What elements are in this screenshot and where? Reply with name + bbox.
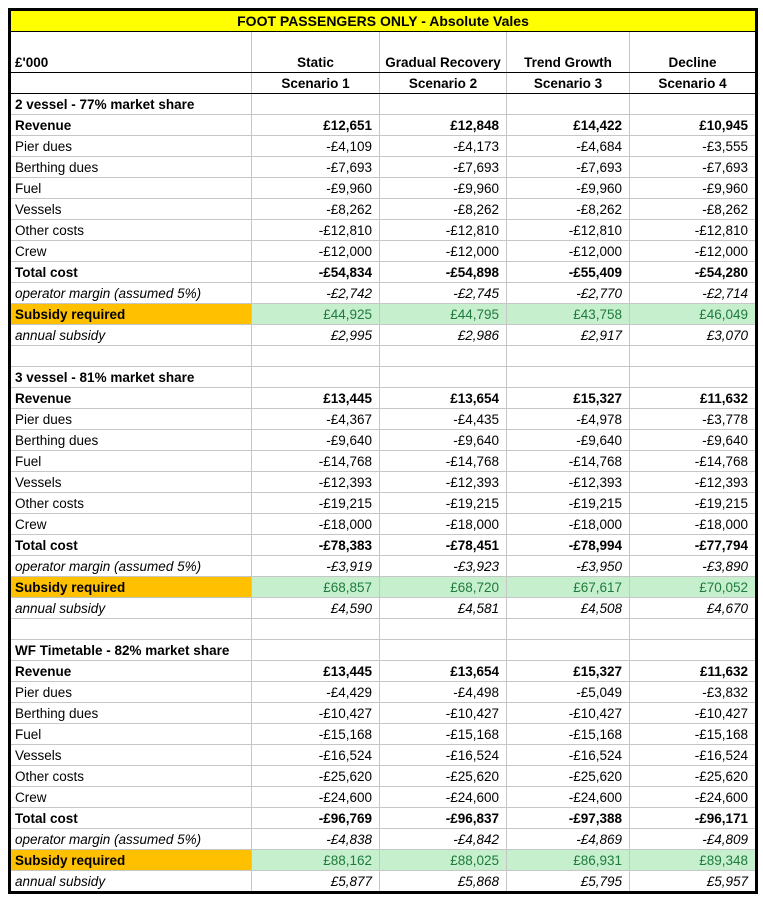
row-subsidy-required (11, 304, 755, 325)
value-cell-scenario-3[interactable]: -£24,600 (507, 787, 630, 807)
value-cell-scenario-4[interactable]: £11,632 (699, 390, 748, 406)
value-cell-scenario-1[interactable]: -£12,000 (252, 241, 380, 261)
value-cell-scenario-3[interactable]: -£3,950 (507, 556, 630, 576)
value-cell-scenario-1[interactable]: -£54,834 (252, 262, 380, 282)
value-cell-scenario-3[interactable]: -£16,524 (507, 745, 630, 765)
value-cell-scenario-4[interactable]: -£3,890 (702, 558, 748, 574)
row-berthing-dues (11, 157, 755, 178)
row-annual-subsidy (11, 325, 755, 346)
row-label[interactable]: Pier dues (11, 682, 252, 702)
row-other-costs (11, 493, 755, 514)
row-label[interactable]: Berthing dues (11, 430, 252, 450)
spacer-row (11, 619, 755, 640)
value-cell-scenario-4[interactable]: -£8,262 (702, 201, 748, 217)
value-cell-scenario-4[interactable]: -£54,280 (694, 264, 748, 280)
value-cell-scenario-1[interactable]: £4,590 (252, 598, 380, 618)
value-cell-scenario-1[interactable]: -£4,838 (252, 829, 380, 849)
row-label[interactable]: Crew (11, 514, 252, 534)
value-cell-scenario-4[interactable] (630, 346, 755, 366)
value-cell-scenario-3[interactable]: £15,327 (507, 388, 630, 408)
value-cell-scenario-2[interactable]: -£3,923 (380, 556, 507, 576)
value-cell-scenario-2[interactable]: -£24,600 (380, 787, 507, 807)
value-cell-scenario-3[interactable]: -£5,049 (507, 682, 630, 702)
row-label[interactable]: operator margin (assumed 5%) (11, 283, 252, 303)
value-cell-scenario-2[interactable]: -£4,498 (380, 682, 507, 702)
row-label[interactable]: Crew (11, 241, 252, 261)
value-cell-scenario-2[interactable] (380, 346, 507, 366)
value-cell-scenario-3[interactable]: £86,931 (507, 850, 630, 870)
section-header-3-vessel-81-market-share (11, 367, 755, 388)
value-cell-scenario-2[interactable]: -£4,173 (380, 136, 507, 156)
row-total-cost (11, 535, 755, 556)
value-cell-scenario-1[interactable]: -£12,810 (252, 220, 380, 240)
value-cell-scenario-2[interactable]: £13,654 (380, 661, 507, 681)
value-cell-scenario-1[interactable]: £12,651 (252, 115, 380, 135)
value-cell-scenario-1[interactable]: -£96,769 (252, 808, 380, 828)
row-annual-subsidy (11, 871, 755, 891)
value-cell-scenario-4[interactable]: £5,957 (706, 873, 748, 889)
row-label[interactable]: Other costs (11, 766, 252, 786)
row-label[interactable]: annual subsidy (11, 598, 252, 618)
unit-label-cell[interactable]: £'000 (11, 32, 252, 72)
row-label[interactable]: operator margin (assumed 5%) (11, 556, 252, 576)
row-vessels (11, 745, 755, 766)
value-cell-scenario-2[interactable]: -£12,810 (380, 220, 507, 240)
value-cell-scenario-1[interactable]: -£9,640 (252, 430, 380, 450)
row-label[interactable]: operator margin (assumed 5%) (11, 829, 252, 849)
value-cell-scenario-4[interactable]: £3,070 (706, 327, 748, 343)
value-cell-scenario-4[interactable]: -£3,832 (702, 684, 748, 700)
value-cell-scenario-4[interactable]: £11,632 (699, 663, 748, 679)
row-label[interactable]: annual subsidy (11, 325, 252, 345)
value-cell-scenario-3[interactable]: -£12,810 (507, 220, 630, 240)
row-fuel (11, 724, 755, 745)
value-cell-scenario-4[interactable]: -£3,555 (702, 138, 748, 154)
value-cell-scenario-4[interactable] (630, 640, 755, 660)
value-cell-scenario-2[interactable]: -£10,427 (380, 703, 507, 723)
row-subsidy-required (11, 577, 755, 598)
value-cell-scenario-3[interactable]: -£7,693 (507, 157, 630, 177)
value-cell-scenario-2[interactable]: -£12,000 (380, 241, 507, 261)
value-cell-scenario-1[interactable]: -£7,693 (252, 157, 380, 177)
value-cell-scenario-3[interactable]: -£8,262 (507, 199, 630, 219)
row-label[interactable]: Fuel (11, 451, 252, 471)
row-pier-dues (11, 136, 755, 157)
value-cell-scenario-4[interactable] (630, 94, 755, 114)
row-label[interactable]: 2 vessel - 77% market share (11, 94, 252, 114)
row-label[interactable]: Revenue (11, 661, 252, 681)
value-cell-scenario-2[interactable]: -£16,524 (380, 745, 507, 765)
value-cell-scenario-3[interactable] (507, 367, 630, 387)
value-cell-scenario-4[interactable]: -£25,620 (694, 768, 748, 784)
value-cell-scenario-4[interactable]: £10,945 (699, 117, 748, 133)
column-header-row (11, 32, 755, 73)
value-cell-scenario-3[interactable]: £14,422 (507, 115, 630, 135)
row-revenue (11, 388, 755, 409)
scenario-number-cell-4[interactable]: Scenario 4 (658, 75, 727, 91)
value-cell-scenario-3[interactable]: -£4,978 (507, 409, 630, 429)
value-cell-scenario-2[interactable]: £2,986 (380, 325, 507, 345)
value-cell-scenario-4[interactable]: -£15,168 (694, 726, 748, 742)
value-cell-scenario-4[interactable]: -£10,427 (694, 705, 748, 721)
row-label[interactable]: Total cost (11, 808, 252, 828)
row-label[interactable]: Vessels (11, 199, 252, 219)
row-label[interactable]: WF Timetable - 82% market share (11, 640, 252, 660)
row-label[interactable]: annual subsidy (11, 871, 252, 891)
table-body (11, 94, 755, 891)
row-label[interactable]: 3 vessel - 81% market share (11, 367, 252, 387)
value-cell-scenario-4[interactable]: -£12,393 (694, 474, 748, 490)
value-cell-scenario-2[interactable]: £12,848 (380, 115, 507, 135)
value-cell-scenario-4[interactable]: -£9,640 (702, 432, 748, 448)
value-cell-scenario-2[interactable]: -£7,693 (380, 157, 507, 177)
value-cell-scenario-1[interactable]: £13,445 (252, 661, 380, 681)
row-label[interactable]: Pier dues (11, 409, 252, 429)
value-cell-scenario-4[interactable]: -£2,714 (702, 285, 748, 301)
value-cell-scenario-4[interactable]: -£12,000 (694, 243, 748, 259)
value-cell-scenario-2[interactable]: £88,025 (380, 850, 507, 870)
value-cell-scenario-3[interactable]: £43,758 (507, 304, 630, 324)
value-cell-scenario-2[interactable]: -£9,640 (380, 430, 507, 450)
row-label[interactable]: Other costs (11, 220, 252, 240)
value-cell-scenario-2[interactable] (380, 367, 507, 387)
value-cell-scenario-4[interactable]: -£16,524 (694, 747, 748, 763)
value-cell-scenario-1[interactable]: £88,162 (252, 850, 380, 870)
value-cell-scenario-1[interactable]: -£4,429 (252, 682, 380, 702)
value-cell-scenario-2[interactable]: £68,720 (380, 577, 507, 597)
scenario-number-cell-3[interactable]: Scenario 3 (507, 73, 630, 93)
row-label[interactable]: Fuel (11, 178, 252, 198)
row-label[interactable]: Crew (11, 787, 252, 807)
section-header-2-vessel-77-market-share (11, 94, 755, 115)
column-header-static[interactable]: Static (252, 32, 380, 72)
row-label[interactable]: Berthing dues (11, 157, 252, 177)
value-cell-scenario-4[interactable]: £46,049 (630, 304, 755, 324)
value-cell-scenario-2[interactable]: -£9,960 (380, 178, 507, 198)
value-cell-scenario-1[interactable]: -£3,919 (252, 556, 380, 576)
value-cell-scenario-3[interactable]: -£25,620 (507, 766, 630, 786)
row-crew (11, 787, 755, 808)
row-label[interactable]: Subsidy required (11, 850, 252, 870)
row-operator-margin-assumed-5 (11, 283, 755, 304)
value-cell-scenario-2[interactable]: -£14,768 (380, 451, 507, 471)
value-cell-scenario-2[interactable]: £5,868 (380, 871, 507, 891)
value-cell-scenario-4[interactable]: -£19,215 (694, 495, 748, 511)
value-cell-scenario-2[interactable]: -£54,898 (380, 262, 507, 282)
value-cell-scenario-3[interactable]: -£12,000 (507, 241, 630, 261)
row-label[interactable]: Total cost (11, 535, 252, 555)
row-label[interactable]: Total cost (11, 262, 252, 282)
value-cell-scenario-2[interactable] (380, 619, 507, 639)
value-cell-scenario-4[interactable]: -£24,600 (694, 789, 748, 805)
value-cell-scenario-4[interactable]: -£4,809 (702, 831, 748, 847)
value-cell-scenario-3[interactable]: -£12,393 (507, 472, 630, 492)
value-cell-scenario-4[interactable]: -£18,000 (694, 516, 748, 532)
value-cell-scenario-4[interactable]: -£14,768 (694, 453, 748, 469)
value-cell-scenario-4[interactable]: -£3,778 (702, 411, 748, 427)
value-cell-scenario-1[interactable]: -£9,960 (252, 178, 380, 198)
value-cell-scenario-1[interactable] (252, 346, 380, 366)
value-cell-scenario-1[interactable]: -£78,383 (252, 535, 380, 555)
value-cell-scenario-1[interactable]: -£12,393 (252, 472, 380, 492)
value-cell-scenario-2[interactable]: -£4,842 (380, 829, 507, 849)
financial-scenarios-table (8, 8, 758, 894)
value-cell-scenario-3[interactable]: -£9,960 (507, 178, 630, 198)
value-cell-scenario-3[interactable]: -£4,869 (507, 829, 630, 849)
value-cell-scenario-1[interactable]: £5,877 (252, 871, 380, 891)
row-operator-margin-assumed-5 (11, 829, 755, 850)
column-header-decline[interactable]: Decline (668, 55, 717, 70)
row-operator-margin-assumed-5 (11, 556, 755, 577)
value-cell-scenario-3[interactable]: -£19,215 (507, 493, 630, 513)
value-cell-scenario-3[interactable]: -£78,994 (507, 535, 630, 555)
value-cell-scenario-2[interactable]: -£25,620 (380, 766, 507, 786)
scenario-number-row (11, 73, 755, 94)
row-subsidy-required (11, 850, 755, 871)
row-pier-dues (11, 682, 755, 703)
value-cell-scenario-2[interactable] (380, 640, 507, 660)
value-cell-scenario-4[interactable]: £70,052 (630, 577, 755, 597)
row-berthing-dues (11, 703, 755, 724)
value-cell-scenario-3[interactable] (507, 619, 630, 639)
row-revenue (11, 661, 755, 682)
spacer-row (11, 346, 755, 367)
row-vessels (11, 199, 755, 220)
row-label[interactable]: Subsidy required (11, 304, 252, 324)
row-label[interactable]: Vessels (11, 745, 252, 765)
value-cell-scenario-1[interactable]: £68,857 (252, 577, 380, 597)
value-cell-scenario-3[interactable]: -£14,768 (507, 451, 630, 471)
value-cell-scenario-2[interactable]: -£19,215 (380, 493, 507, 513)
row-label[interactable]: Pier dues (11, 136, 252, 156)
value-cell-scenario-4[interactable] (630, 367, 755, 387)
row-label[interactable]: Fuel (11, 724, 252, 744)
row-label[interactable]: Subsidy required (11, 577, 252, 597)
row-crew (11, 241, 755, 262)
row-fuel (11, 178, 755, 199)
value-cell-scenario-3[interactable]: -£18,000 (507, 514, 630, 534)
column-header-trend-growth[interactable]: Trend Growth (507, 32, 630, 72)
value-cell-scenario-3[interactable]: -£10,427 (507, 703, 630, 723)
value-cell-scenario-3[interactable]: -£55,409 (507, 262, 630, 282)
value-cell-scenario-1[interactable]: -£10,427 (252, 703, 380, 723)
value-cell-scenario-3[interactable]: -£9,640 (507, 430, 630, 450)
value-cell-scenario-1[interactable] (252, 94, 380, 114)
value-cell-scenario-1[interactable]: -£25,620 (252, 766, 380, 786)
row-revenue (11, 115, 755, 136)
value-cell-scenario-4[interactable]: £4,670 (706, 600, 748, 616)
row-label[interactable] (11, 619, 252, 639)
value-cell-scenario-2[interactable]: -£96,837 (380, 808, 507, 828)
value-cell-scenario-2[interactable]: -£12,393 (380, 472, 507, 492)
value-cell-scenario-2[interactable]: £4,581 (380, 598, 507, 618)
row-label[interactable]: Other costs (11, 493, 252, 513)
value-cell-scenario-3[interactable]: -£4,684 (507, 136, 630, 156)
value-cell-scenario-1[interactable]: -£2,742 (252, 283, 380, 303)
row-other-costs (11, 766, 755, 787)
column-header-gradual-recovery[interactable]: Gradual Recovery (380, 32, 507, 72)
value-cell-scenario-1[interactable]: -£8,262 (252, 199, 380, 219)
value-cell-scenario-1[interactable]: £44,925 (252, 304, 380, 324)
value-cell-scenario-4[interactable]: -£77,794 (694, 537, 748, 553)
value-cell-scenario-1[interactable]: -£4,367 (252, 409, 380, 429)
row-other-costs (11, 220, 755, 241)
value-cell-scenario-3[interactable]: £67,617 (507, 577, 630, 597)
scenario-number-cell-1[interactable]: Scenario 1 (252, 73, 380, 93)
value-cell-scenario-4[interactable] (630, 619, 755, 639)
value-cell-scenario-4[interactable]: £89,348 (630, 850, 755, 870)
table-title: FOOT PASSENGERS ONLY - Absolute Vales (11, 11, 755, 32)
value-cell-scenario-3[interactable] (507, 640, 630, 660)
value-cell-scenario-4[interactable]: -£7,693 (702, 159, 748, 175)
value-cell-scenario-1[interactable] (252, 367, 380, 387)
row-fuel (11, 451, 755, 472)
scenario-number-cell-2[interactable]: Scenario 2 (380, 73, 507, 93)
value-cell-scenario-2[interactable]: -£8,262 (380, 199, 507, 219)
row-total-cost (11, 808, 755, 829)
value-cell-scenario-4[interactable]: -£12,810 (694, 222, 748, 238)
value-cell-scenario-1[interactable]: -£19,215 (252, 493, 380, 513)
value-cell-scenario-1[interactable]: -£15,168 (252, 724, 380, 744)
value-cell-scenario-3[interactable]: £15,327 (507, 661, 630, 681)
value-cell-scenario-1[interactable]: £13,445 (252, 388, 380, 408)
section-header-wf-timetable-82-market-share (11, 640, 755, 661)
row-crew (11, 514, 755, 535)
value-cell-scenario-1[interactable]: -£18,000 (252, 514, 380, 534)
value-cell-scenario-1[interactable] (252, 640, 380, 660)
value-cell-scenario-3[interactable]: -£15,168 (507, 724, 630, 744)
value-cell-scenario-4[interactable]: -£9,960 (702, 180, 748, 196)
value-cell-scenario-3[interactable]: -£2,770 (507, 283, 630, 303)
empty-cell[interactable] (11, 73, 252, 93)
value-cell-scenario-3[interactable] (507, 346, 630, 366)
value-cell-scenario-4[interactable]: -£96,171 (694, 810, 748, 826)
row-berthing-dues (11, 430, 755, 451)
value-cell-scenario-3[interactable]: -£97,388 (507, 808, 630, 828)
value-cell-scenario-3[interactable] (507, 94, 630, 114)
value-cell-scenario-2[interactable]: £13,654 (380, 388, 507, 408)
row-label[interactable]: Revenue (11, 388, 252, 408)
value-cell-scenario-2[interactable]: -£4,435 (380, 409, 507, 429)
row-label[interactable]: Revenue (11, 115, 252, 135)
value-cell-scenario-1[interactable]: -£4,109 (252, 136, 380, 156)
value-cell-scenario-3[interactable]: £2,917 (507, 325, 630, 345)
value-cell-scenario-1[interactable]: -£14,768 (252, 451, 380, 471)
value-cell-scenario-2[interactable]: -£15,168 (380, 724, 507, 744)
value-cell-scenario-1[interactable]: -£16,524 (252, 745, 380, 765)
row-pier-dues (11, 409, 755, 430)
value-cell-scenario-1[interactable]: £2,995 (252, 325, 380, 345)
row-label[interactable]: Berthing dues (11, 703, 252, 723)
value-cell-scenario-2[interactable]: -£78,451 (380, 535, 507, 555)
row-label[interactable] (11, 346, 252, 366)
value-cell-scenario-3[interactable]: £5,795 (507, 871, 630, 891)
row-label[interactable]: Vessels (11, 472, 252, 492)
row-annual-subsidy (11, 598, 755, 619)
row-vessels (11, 472, 755, 493)
value-cell-scenario-2[interactable]: £44,795 (380, 304, 507, 324)
value-cell-scenario-2[interactable]: -£18,000 (380, 514, 507, 534)
row-total-cost (11, 262, 755, 283)
value-cell-scenario-1[interactable] (252, 619, 380, 639)
value-cell-scenario-1[interactable]: -£24,600 (252, 787, 380, 807)
value-cell-scenario-2[interactable] (380, 94, 507, 114)
value-cell-scenario-3[interactable]: £4,508 (507, 598, 630, 618)
value-cell-scenario-2[interactable]: -£2,745 (380, 283, 507, 303)
